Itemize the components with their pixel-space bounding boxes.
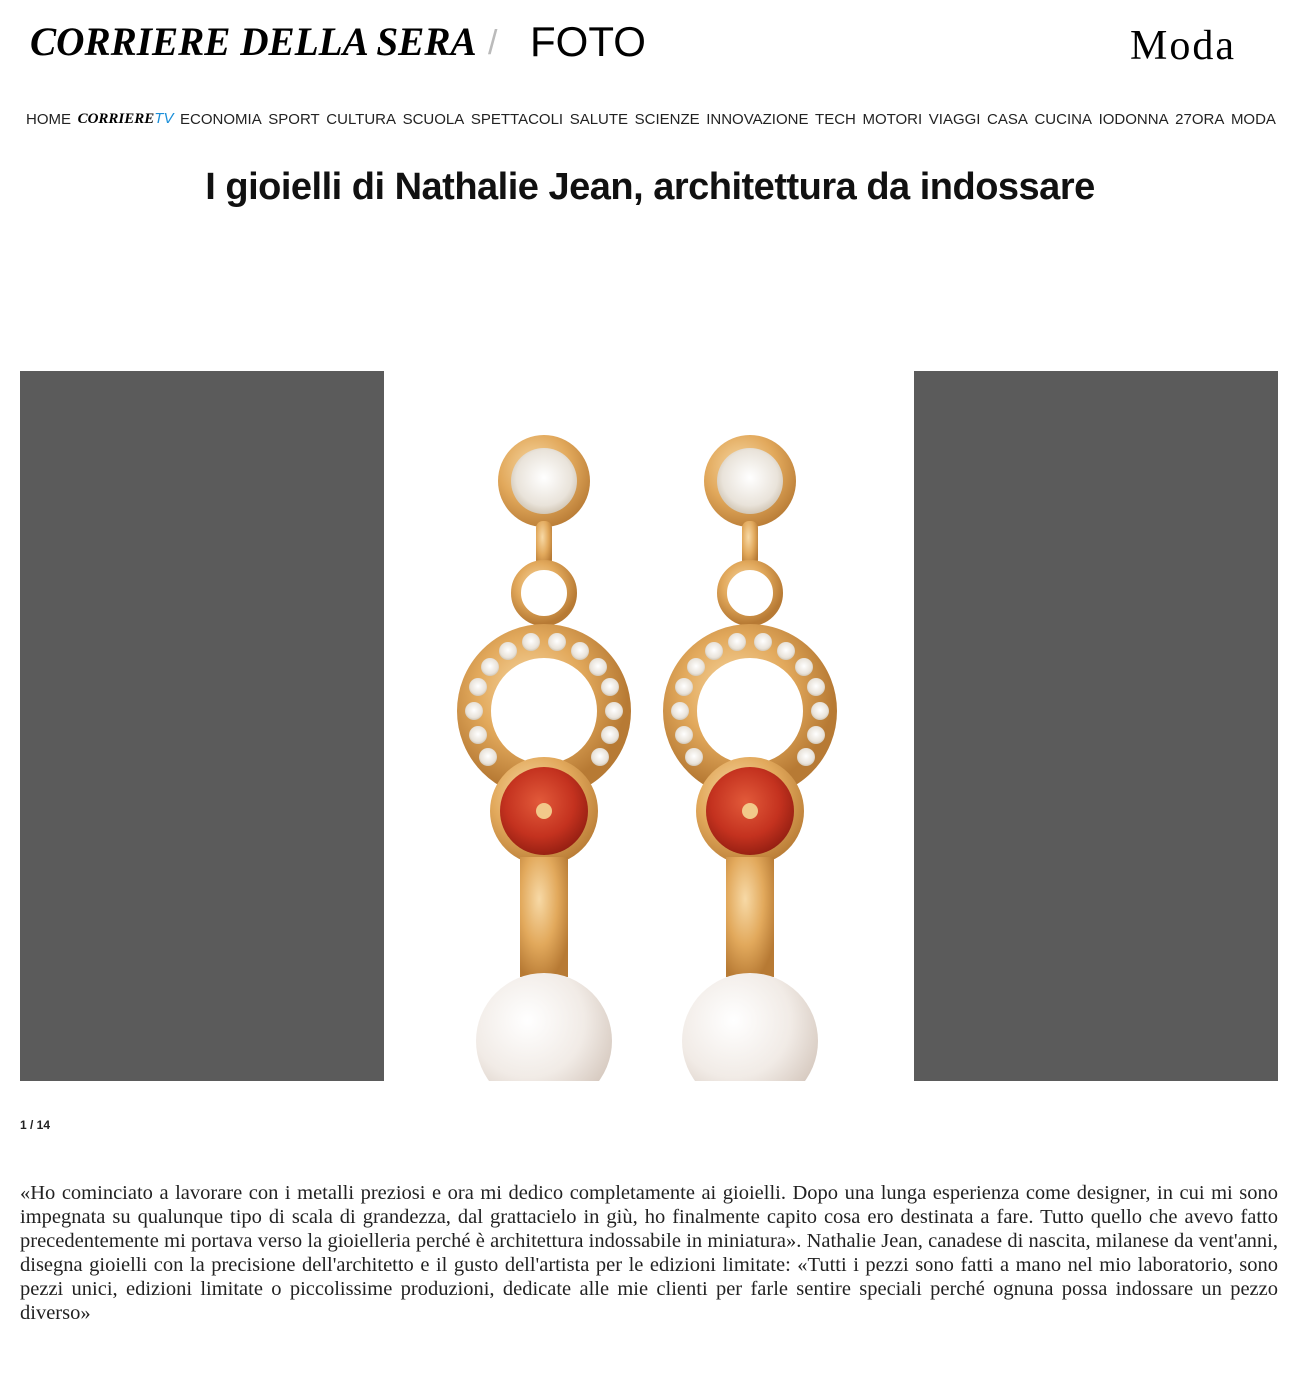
corrieretv-suffix: TV: [154, 110, 174, 127]
nav-item-scienze[interactable]: SCIENZE: [634, 110, 700, 128]
corriere-logo[interactable]: CORRIERE DELLA SERA: [30, 19, 477, 64]
nav-item-casa[interactable]: CASA: [987, 110, 1028, 128]
header-separator: /: [488, 24, 498, 62]
corrieretv-label: CORRIERE: [77, 111, 155, 127]
moda-channel-logo[interactable]: Moda: [1130, 23, 1236, 69]
nav-item-spettacoli[interactable]: SPETTACOLI: [470, 110, 564, 128]
section-title-foto[interactable]: FOTO: [530, 18, 646, 65]
site-header: [0, 0, 1300, 90]
nav-item-scuola[interactable]: SCUOLA: [402, 110, 465, 128]
earring-right: [671, 435, 829, 1081]
nav-item-tech[interactable]: TECH: [815, 110, 856, 128]
nav-item-viaggi[interactable]: VIAGGI: [928, 110, 981, 128]
gallery-photo: [384, 371, 914, 1081]
nav-item-home[interactable]: HOME: [26, 110, 71, 128]
nav-item-innovazione[interactable]: INNOVAZIONE: [706, 110, 809, 128]
nav-item-cucina[interactable]: CUCINA: [1034, 110, 1092, 128]
nav-item-sport[interactable]: SPORT: [268, 110, 320, 128]
nav-item-salute[interactable]: SALUTE: [569, 110, 629, 128]
photo-counter: 1 / 14: [20, 1118, 51, 1132]
gallery-next-area[interactable]: [914, 371, 1278, 1081]
nav-item-motori[interactable]: MOTORI: [862, 110, 923, 128]
article-title: I gioielli di Nathalie Jean, architettura da indossare: [205, 166, 1095, 208]
gallery-prev-area[interactable]: [20, 371, 384, 1081]
earring-left: [465, 435, 623, 1081]
nav-item-cultura[interactable]: CULTURA: [326, 110, 397, 128]
nav-item-iodonna[interactable]: IODONNA: [1098, 110, 1169, 128]
nav-item-27ora[interactable]: 27ORA: [1175, 110, 1225, 128]
photo-gallery: [20, 371, 1278, 1081]
nav-item-corrieretv[interactable]: [78, 110, 174, 128]
nav-item-moda[interactable]: MODA: [1230, 110, 1276, 128]
main-nav: [26, 108, 1276, 130]
nav-item-economia[interactable]: ECONOMIA: [180, 110, 262, 128]
photo-caption: «Ho cominciato a lavorare con i metalli preziosi e ora mi dedico completamente ai gioielli. Dopo una lunga esperienza come designer, in cui mi sono impegnata su qualunque tipo di scala di grandezza, dal grattacielo in giù, ho finalmente capito cosa ero destinata a fare. Tutto quello che avevo fatto precedentemente mi portava verso la gioielleria perché è architettura indossabile in miniatura». Nathalie Jean, canadese di nascita, milanese da vent'anni, disegna gioielli con la precisione dell'architetto e il gusto dell'artista per le edizioni limitate: «Tutti i pezzi sono fatti a mano nel mio laboratorio, sono pezzi unici, edizioni limitate o piccolissime produzioni, dedicate alle mie clienti per farle sentire speciali perché ognuna possa indossare un pezzo diverso»: [20, 1182, 1278, 1324]
